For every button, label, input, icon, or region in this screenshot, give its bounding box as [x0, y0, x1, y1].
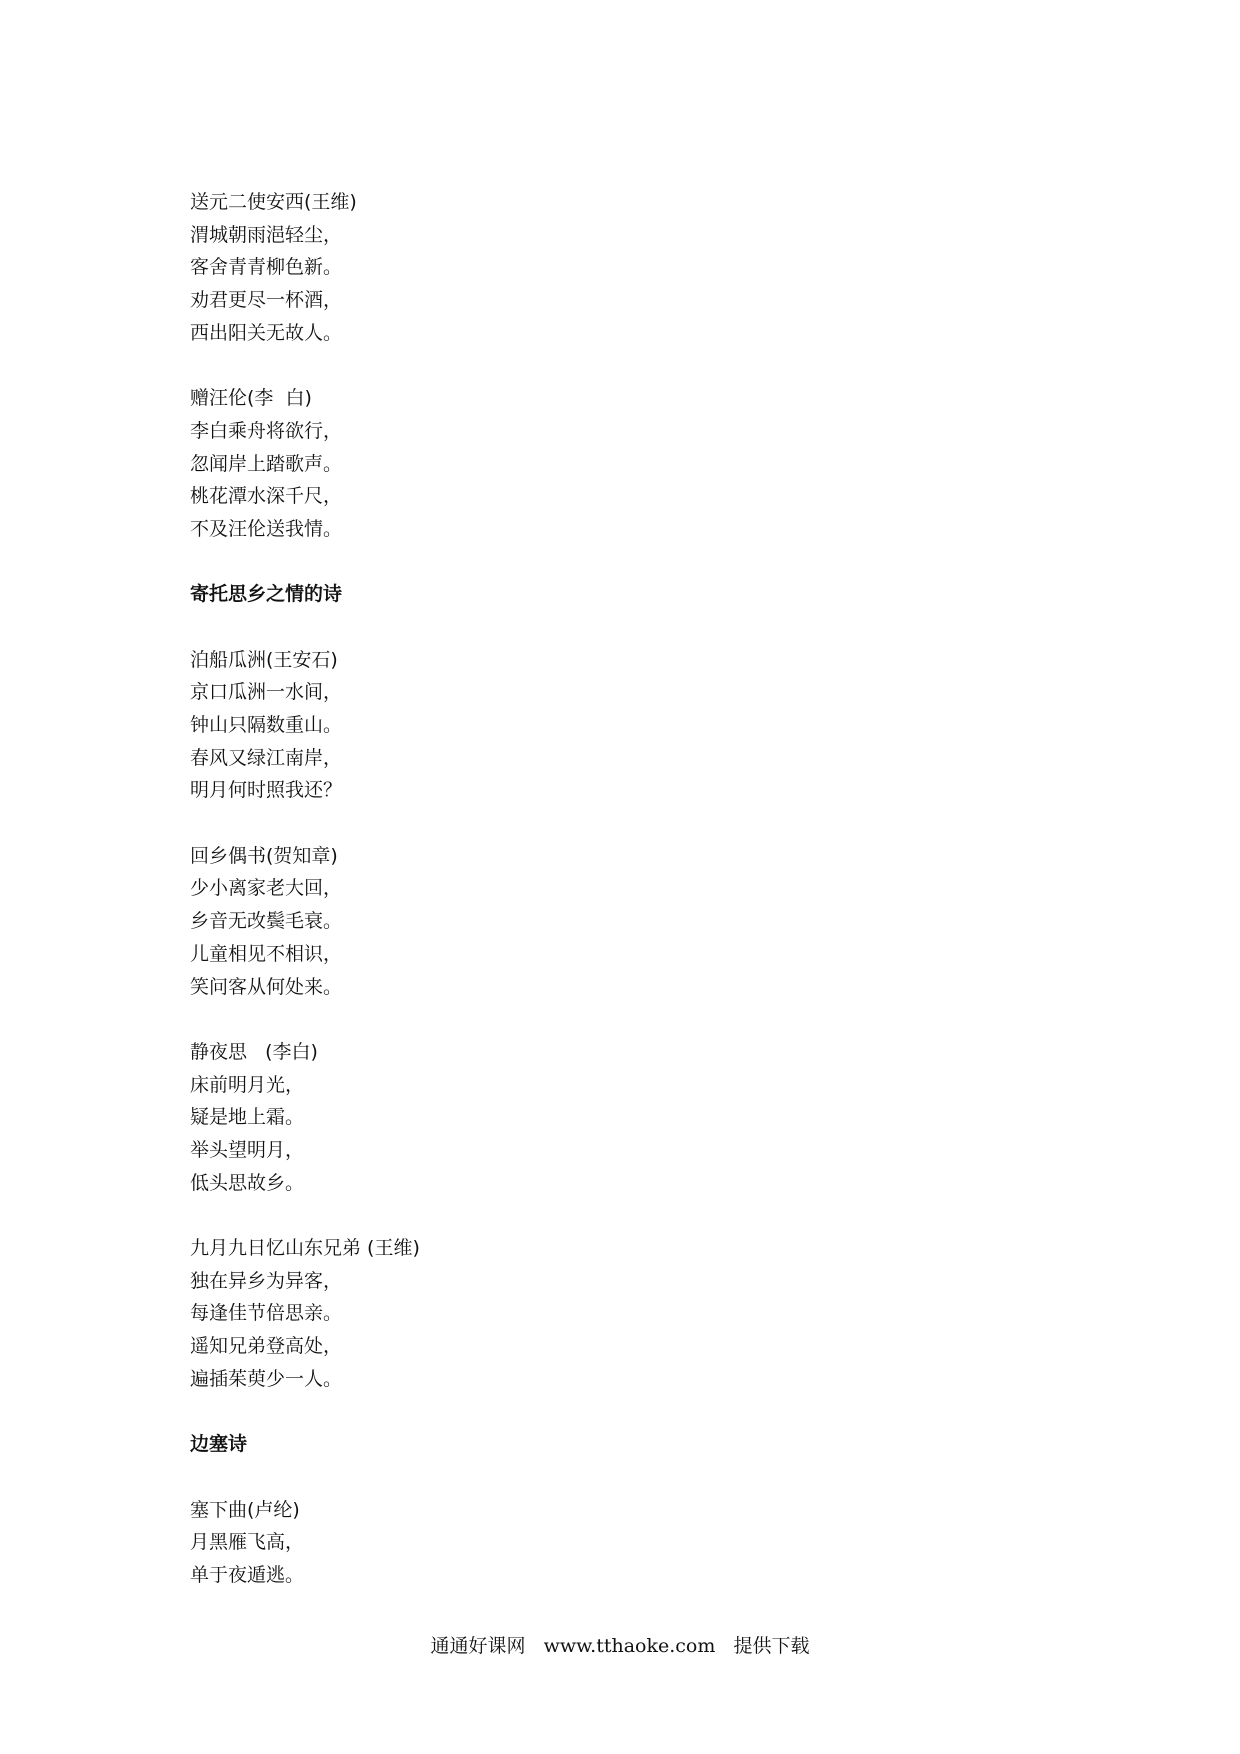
poem-line: 单于夜遁逃。 [190, 1563, 305, 1586]
poem-line: 床前明月光， [190, 1073, 305, 1096]
poem-line: 钟山只隔数重山。 [190, 714, 343, 736]
blank-line [190, 1461, 1090, 1494]
poem-title: 泊船瓜洲(王安石) [190, 648, 338, 671]
poem-line: 春风又绿江南岸， [190, 746, 343, 769]
document-body [190, 186, 1090, 1592]
poem-line: 不及汪伦送我情。 [190, 517, 343, 540]
poem-line: 独在异乡为异客， [190, 1269, 343, 1292]
section-heading: 边塞诗 [190, 1433, 248, 1456]
blank-line [190, 611, 1090, 644]
blank-line [190, 546, 1090, 579]
page-footer: 通通好课网 www.tthaoke.com 提供下载 [430, 1635, 810, 1657]
poem-line: 客舍青青柳色新。 [190, 256, 343, 279]
poem-line: 劝君更尽一杯酒， [190, 289, 343, 312]
poem-line: 每逢佳节倍思亲。 [190, 1302, 343, 1325]
poem-title: 九月九日忆山东兄弟 (王维) [190, 1237, 420, 1259]
poem-line: 举头望明月， [190, 1138, 305, 1161]
poem-line: 京口瓜洲一水间， [190, 681, 343, 704]
poem-line: 明月何时照我还？ [190, 779, 343, 802]
poem-title: 赠汪伦(李 白) [190, 387, 312, 410]
poem-line: 低头思故乡。 [190, 1171, 305, 1194]
poem-line: 月黑雁飞高， [190, 1531, 305, 1554]
poem-line: 遥知兄弟登高处， [190, 1335, 343, 1358]
poem-line: 遍插茱萸少一人。 [190, 1367, 343, 1390]
poem-line: 乡音无改鬓毛衰。 [190, 910, 343, 933]
poem-title: 回乡偶书(贺知章) [190, 844, 338, 867]
poem-line: 笑问客从何处来。 [190, 975, 343, 998]
blank-line [190, 1003, 1090, 1036]
blank-line [190, 1199, 1090, 1232]
poem-line: 疑是地上霜。 [190, 1106, 305, 1129]
poem-line: 儿童相见不相识， [190, 942, 343, 965]
poem-title: 塞下曲(卢纶) [190, 1498, 300, 1521]
blank-line [190, 349, 1090, 382]
poem-line: 李白乘舟将欲行， [190, 419, 343, 442]
blank-line [190, 807, 1090, 840]
poem-line: 少小离家老大回， [190, 877, 343, 900]
poem-title: 静夜思 (李白) [190, 1040, 318, 1063]
poem-title: 送元二使安西(王维) [190, 191, 357, 213]
poem-line: 忽闻岸上踏歌声。 [190, 452, 343, 475]
poem-line: 西出阳关无故人。 [190, 321, 343, 344]
poem-line: 渭城朝雨浥轻尘， [190, 223, 343, 246]
blank-line [190, 1395, 1090, 1428]
poem-line: 桃花潭水深千尺， [190, 485, 343, 508]
section-heading: 寄托思乡之情的诗 [190, 583, 343, 606]
